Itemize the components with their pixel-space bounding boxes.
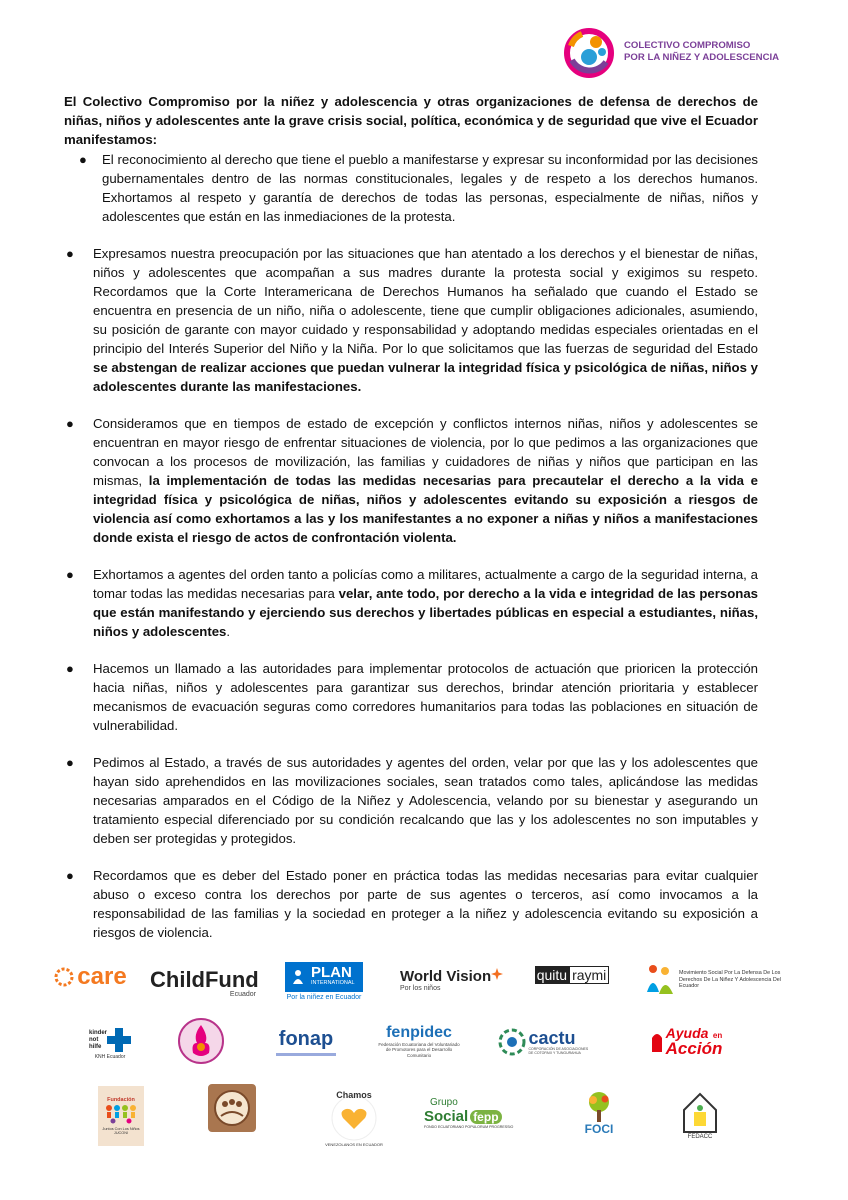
- foci-tree-icon: [581, 1090, 617, 1122]
- list-item: [64, 659, 758, 735]
- cactu-text: cactu: [528, 1027, 576, 1048]
- fundacion-line-1: Fundación: [107, 1097, 135, 1103]
- logo-line-1: COLECTIVO COMPROMISO: [624, 40, 751, 51]
- fonap-text: fonap: [278, 1028, 334, 1050]
- fenpidec-logo: [378, 1020, 460, 1062]
- item-text: Pedimos al Estado, a través de sus autoridades y agentes del orden, velar por que las y los adolescentes que hayan sido aprehendidos en las movilizaciones sociales, sean tratados como tales, aplicándose las medidas necesarias amparados en el Código de la Niñez y Adolescencia, velando por su bienestar y asegurando un tratamiento especial diferenciado por su condición recalcando que las y los adolescentes no son imputables y deben ser protegidas y protegidos.: [93, 755, 758, 846]
- kinder-line-1: kinder: [88, 1029, 107, 1036]
- foci-logo: [570, 1088, 628, 1138]
- item-text-bold: velar, ante todo, por derecho a la vida e integridad de las personas que están manifestando y ejerciendo sus derechos y libertades públicas en especial a estudiantes, niñas, niños y adolescentes: [93, 586, 758, 639]
- ayuda-hand-icon: [650, 1030, 664, 1052]
- fenpidec-sub: Federación Ecuatoriana del Voluntariado de Promotores para el Desarrollo Comunitario: [378, 1041, 460, 1058]
- item-text: Consideramos que en tiempos de estado de excepción y conflictos internos niñas, niños y adolescentes se encuentran en mayor riesgo de enfrentar situaciones de violencia, por lo que pedimos a las organizaciones que convocan a los procesos de movilización, las familias y cuidadores de niñas y niños que participan en las mismas,: [93, 416, 758, 488]
- movimiento-children-icon: [645, 962, 675, 998]
- statement-body: [64, 92, 758, 960]
- list-item: [79, 150, 758, 226]
- cactu-puzzle-icon: [498, 1028, 526, 1056]
- plan-line-2: INTERNATIONAL: [311, 980, 355, 986]
- item-text: El reconocimiento al derecho que tiene el pueblo a manifestarse y expresar su inconformidad por las decisiones gubernamentales dentro de las normas constitucionales, legales y de respeto a los derechos humanos. Exhortamos al respeto y garantía de derechos de todas las personas, especialmente de niñas, niños y adolescentes que están en las inmediaciones de la protesta.: [102, 152, 758, 224]
- childfund-text: ChildFund: [150, 966, 259, 992]
- chamos-text: Chamos: [336, 1090, 372, 1100]
- bullet-icon: ●: [66, 416, 74, 431]
- item-text: Exhortamos a agentes del orden tanto a policías como a militares, actualmente a cargo de la seguridad interna, a tomar todas las medidas necesarias para: [93, 567, 758, 601]
- kindernothilfe-logo: [86, 1022, 134, 1066]
- care-logo: [50, 960, 130, 994]
- ayuda-line-1: Ayuda: [665, 1025, 709, 1041]
- fonap-logo: [270, 1022, 342, 1062]
- fenpidec-text: fenpidec: [386, 1023, 452, 1041]
- chamos-logo: [318, 1086, 390, 1150]
- item-text: Expresamos nuestra preocupación por las situaciones que han atentado a los derechos y el bienestar de niñas, niños y adolescentes que acompañan a sus madres durante la protesta social y exigimos su respeto. Recordamos que la Corte Interamericana de Derechos Humanos ha señalado que cuando el Estado se encuentra en presencia de un niño, niña o adolescente, tiene que cumplir obligaciones adicionales, asumiendo, su posición de garante con mayor cuidado y responsabilidad y adoptando medidas especiales orientadas en el principio del Interés Superior del Niño y la Niña. Por lo que solicitamos que las fuerzas de seguridad del Estado: [93, 246, 758, 356]
- fepp-sub: FONDO ECUATORIANO POPULORUM PROGRESSIO: [424, 1125, 514, 1129]
- bullet-icon: ●: [66, 661, 74, 676]
- bullet-icon: ●: [66, 567, 74, 582]
- kinder-line-3: hilfe: [88, 1043, 102, 1050]
- plan-line-1: PLAN: [311, 964, 352, 981]
- fundacion-line-2: Juntos Con Los Niños: [102, 1127, 140, 1131]
- fepp-text: fepp: [470, 1110, 501, 1124]
- world-vision-star-icon: [491, 968, 503, 980]
- movimiento-text: Movimiento Social Por La Defensa De Los Derechos De La Niñez Y Adolescencia Del Ecuador: [679, 970, 781, 990]
- children-circle-icon: [212, 1088, 252, 1128]
- colectivo-compromiso-mark-icon: [562, 26, 616, 80]
- social-text: Social: [424, 1108, 469, 1125]
- grupo-social-fepp-logo: [424, 1092, 518, 1134]
- world-vision-sub: Por los niños: [400, 985, 441, 992]
- world-vision-text: World Vision: [400, 968, 492, 985]
- item-text-bold: la implementación de todas las medidas necesarias para precautelar el derecho a la vida e integridad física y psicológica de niñas, niños y adolescentes evitando su exposición a riesgos de violencia así como exhortamos a las y los manifestantes a no exponer a niñas y niños a manifestaciones donde exista el riesgo de actos de confrontación violenta.: [93, 473, 758, 545]
- fundacion-line-3: JUCONI: [113, 1131, 129, 1135]
- emblem-logo: [176, 1016, 226, 1066]
- list-item: [64, 414, 758, 547]
- fedacc-house-icon: [680, 1090, 720, 1134]
- childfund-logo: [150, 962, 259, 1002]
- fonap-underline: [276, 1053, 336, 1056]
- bullet-icon: ●: [66, 246, 74, 261]
- quitu-raymi-logo: [530, 964, 614, 986]
- kinder-line-2: not: [88, 1036, 99, 1043]
- care-icon: [53, 966, 75, 988]
- raymi-text: raymi: [569, 966, 609, 984]
- plan-person-icon: [289, 968, 307, 986]
- item-text: Recordamos que es deber del Estado poner en práctica todas las medidas necesarias para evitar cualquier abuso o exceso contra los derechos por parte de sus agentes o terceros, así como invocamos a la responsabilidad de las familias y la sociedad en proteger a la niñez y adolescencia evitando su exposición a riesgos de violencia.: [93, 868, 758, 940]
- item-text-bold: se abstengan de realizar acciones que puedan vulnerar la integridad física y psicológica de niñas, niños y adolescentes durante las manifestaciones.: [93, 360, 758, 394]
- ayuda-line-2: en: [712, 1031, 723, 1040]
- fedacc-logo: [676, 1086, 724, 1144]
- cactu-sub: CORPORACIÓN DE ASOCIACIONES DE COTOPAXI Y TUNGURAHUA: [528, 1046, 589, 1055]
- logo-line-2: POR LA NIÑEZ Y ADOLESCENCIA: [624, 52, 780, 63]
- flame-emblem-icon: [177, 1017, 225, 1065]
- cactu-logo: [496, 1022, 592, 1062]
- fundacion-juconi-logo: [98, 1086, 144, 1146]
- foci-text: FOCI: [584, 1122, 614, 1136]
- childfund-sub: Ecuador: [229, 990, 256, 998]
- grupo-text: Grupo: [430, 1097, 458, 1108]
- ayuda-line-3: Acción: [665, 1039, 723, 1058]
- juconi-children-icon: [103, 1103, 139, 1127]
- movimiento-social-logo: [645, 960, 785, 1000]
- item-text: Hacemos un llamado a las autoridades para implementar protocolos de actuación que prioricen la protección hacia niñas, niños y adolescentes para garantizar sus derechos, brindar atención prioritaria y establecer mecanismos de evacuación seguras como corredores humanitarios para todas las poblaciones en situación de vulnerabilidad.: [93, 661, 758, 733]
- kinder-sub: KNH Ecuador: [94, 1054, 126, 1060]
- list-item: [64, 244, 758, 396]
- world-vision-logo: [400, 962, 504, 998]
- bullet-icon: ●: [79, 152, 87, 167]
- bullet-icon: ●: [66, 868, 74, 883]
- quitu-text: quitu: [536, 967, 568, 983]
- fedacc-text: FEDACC: [687, 1134, 713, 1140]
- list-item: [64, 565, 758, 641]
- list-item: [64, 753, 758, 848]
- chamos-sub: VENEZOLANOS EN ECUADOR: [325, 1142, 383, 1147]
- plan-logo: [284, 958, 364, 1004]
- list-item: [64, 866, 758, 942]
- intro-paragraph: El Colectivo Compromiso por la niñez y adolescencia y otras organizaciones de defensa de derechos de niñas, niños y adolescentes ante la grave crisis social, política, económica y de seguridad que vive el Ecuador manifestamos:: [64, 94, 758, 147]
- bullet-icon: ●: [66, 755, 74, 770]
- children-circle-logo: [208, 1084, 256, 1132]
- item-text-end: .: [226, 624, 231, 639]
- ayuda-en-accion-logo: [640, 1022, 732, 1060]
- plan-sub: Por la niñez en Ecuador: [286, 993, 362, 1001]
- colectivo-compromiso-logo: [562, 26, 792, 86]
- kinder-cross-icon: [107, 1028, 131, 1052]
- care-text: care: [77, 963, 127, 990]
